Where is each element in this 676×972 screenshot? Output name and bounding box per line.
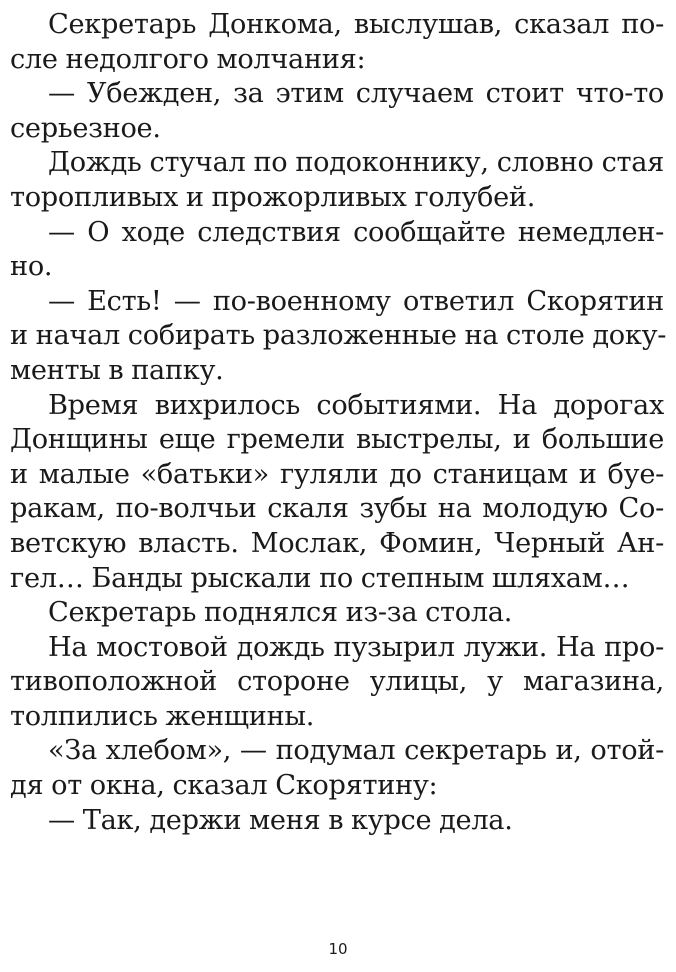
text-line: Секретарь поднялся из-за стола.: [48, 597, 513, 629]
text-line: — Убежден, за этим случаем стоит что-то: [48, 78, 664, 110]
text-line: Дождь стучал по подоконнику, словно стая: [48, 147, 664, 179]
text-line: и начал собирать разложенные на столе доку-: [10, 320, 667, 352]
text-line: — Есть! — по-военному ответил Скорятин: [48, 285, 664, 317]
text-line: сле недолгого молчания:: [10, 43, 366, 75]
body-text: [10, 8, 667, 838]
text-line: Секретарь Донкома, выслушав, сказал по-: [48, 9, 664, 40]
text-line: ракам, по-волчьи скаля зубы на молодую Со-: [10, 493, 664, 525]
text-line: Донщины еще гремели выстрелы, и большие: [10, 424, 664, 456]
text-line: — Так, держи меня в курсе дела.: [48, 804, 513, 836]
page-number: 10: [328, 940, 348, 958]
text-line: — О ходе следствия сообщайте немедлен-: [48, 216, 664, 248]
text-line: Время вихрилось событиями. На дорогах: [48, 389, 664, 421]
text-line: дя от окна, сказал Скорятину:: [10, 770, 438, 802]
text-line: менты в папку.: [10, 354, 224, 386]
text-line: и малые «батьки» гуляли до станицам и буе-: [10, 458, 664, 490]
text-line: гел… Банды рыскали по степным шляхам…: [10, 562, 630, 594]
text-line: тивоположной стороне улицы, у магазина,: [10, 666, 664, 698]
text-line: «За хлебом», — подумал секретарь и, отой-: [48, 735, 664, 767]
text-line: серьезное.: [10, 112, 161, 144]
text-line: но.: [10, 251, 53, 283]
text-line: толпились женщины.: [10, 700, 315, 732]
text-line: торопливых и прожорливых голубей.: [10, 181, 536, 213]
text-line: На мостовой дождь пузырил лужи. На про-: [48, 631, 664, 663]
text-line: ветскую власть. Мослак, Фомин, Черный Ан-: [10, 527, 664, 559]
